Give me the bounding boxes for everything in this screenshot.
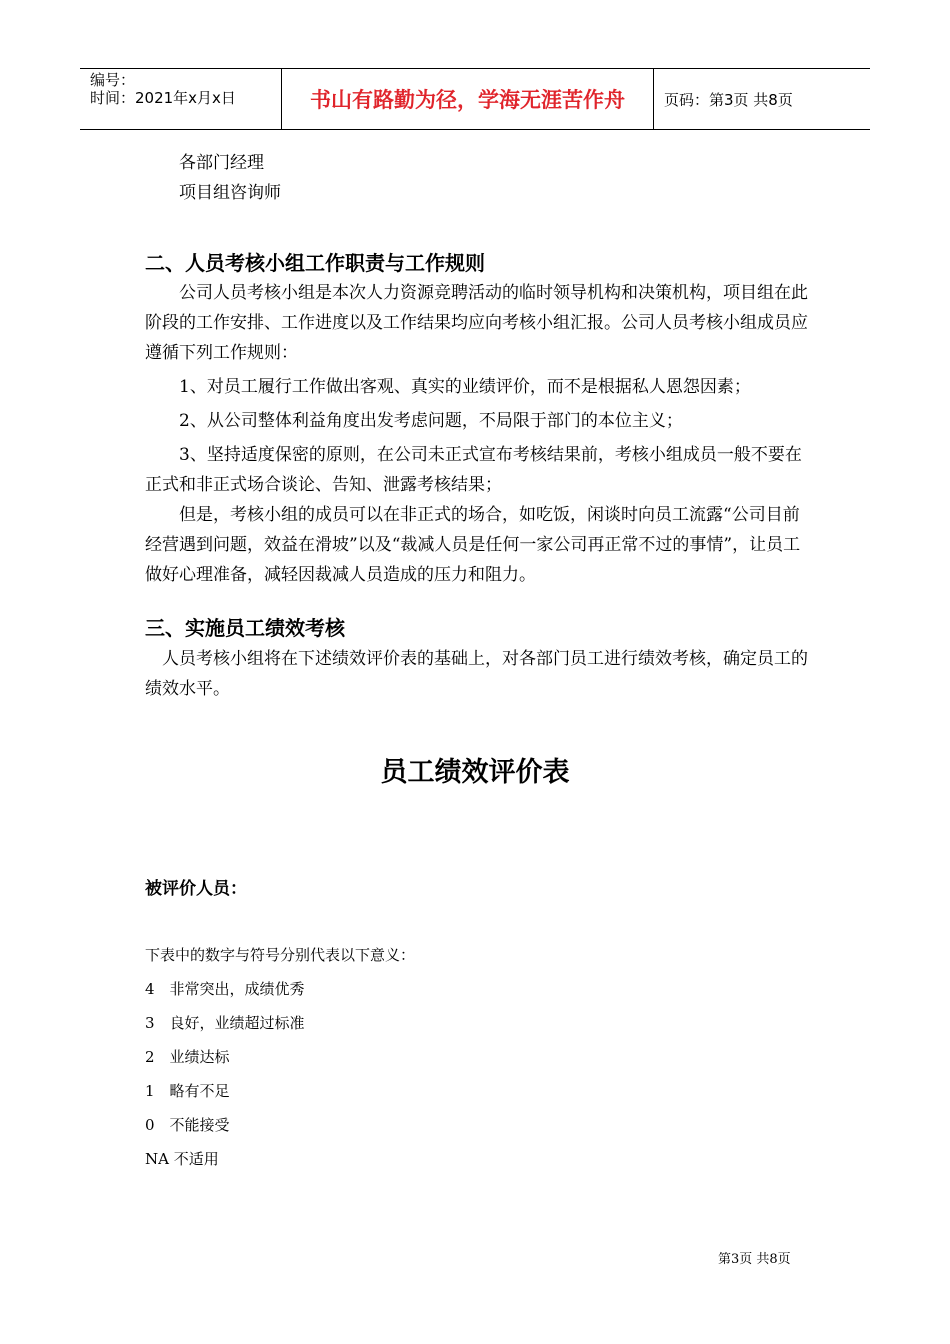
doc-time-label: 时间：2021年x月x日 [90,89,236,107]
header-motto: 书山有路勤为径，学海无涯苦作舟 [282,69,654,129]
section-2-body [145,278,810,590]
legend-item: NA 不适用 [145,1150,219,1168]
rule-1: 1、对员工履行工作做出客观、真实的业绩评价，而不是根据私人恩怨因素； [179,377,751,397]
rule-3: 3、坚持适度保密的原则，在公司未正式宣布考核结果前，考核小组成员一般不要在正式和非正式场合谈论、告知、泄露考核结果； [145,445,802,495]
legend-item: 2 业绩达标 [145,1048,230,1066]
section-2-heading: 二、人员考核小组工作职责与工作规则 [145,251,485,275]
doc-number-label: 编号： [90,71,136,89]
evaluee-label: 被评价人员： [145,879,247,899]
legend-item: 4 非常突出，成绩优秀 [145,980,305,998]
section-2-note: 但是，考核小组的成员可以在非正式的场合，如吃饭，闲谈时向员工流露“公司目前经营遇到问题，效益在滑坡”以及“裁减人员是任何一家公司再正常不过的事情”，让员工做好心理准备，减轻因裁减人员造成的压力和阻力。 [145,505,801,585]
section-3-heading: 三、实施员工绩效考核 [145,616,345,640]
rule-2: 2、从公司整体利益角度出发考虑问题，不局限于部门的本位主义； [179,411,683,431]
header-meta [80,69,282,129]
legend-item: 0 不能接受 [145,1116,230,1134]
member-list [145,148,810,208]
legend-item: 3 良好，业绩超过标准 [145,1014,305,1032]
page-header [80,68,870,130]
legend-intro: 下表中的数字与符号分别代表以下意义： [145,946,416,964]
header-page-number: 页码：第3页 共8页 [664,90,793,109]
member-item: 各部门经理 [179,153,264,173]
legend-item: 1 略有不足 [145,1082,230,1100]
section-2-intro: 公司人员考核小组是本次人力资源竞聘活动的临时领导机构和决策机构，项目组在此阶段的工作安排、工作进度以及工作结果均应向考核小组汇报。公司人员考核小组成员应遵循下列工作规则： [145,283,808,363]
page-footer: 第3页 共8页 [718,1252,791,1267]
form-title: 员工绩效评价表 [380,757,570,788]
section-3-body: 人员考核小组将在下述绩效评价表的基础上，对各部门员工进行绩效考核，确定员工的绩效水平。 [145,649,808,699]
member-item: 项目组咨询师 [179,183,281,203]
